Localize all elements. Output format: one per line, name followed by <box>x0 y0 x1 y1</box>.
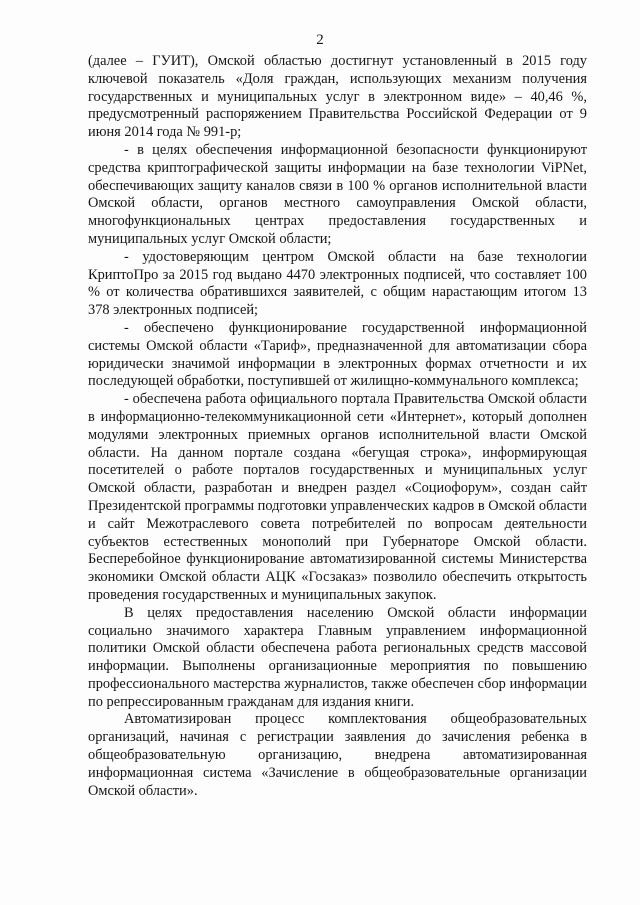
paragraph-continuation: (далее – ГУИТ), Омской областью достигнут установленный в 2015 году ключевой показатель «Доля граждан, использующих механизм получения государственных и муниципальных услуг в электронном виде» – 40,46 %, предусмотренный распоряжением Правительства Российской Федерации от 9 июня 2014 года № 991-р; <box>88 53 587 141</box>
document-body <box>88 53 587 800</box>
paragraph-information-security: - в целях обеспечения информационной безопасности функционируют средства криптографической защиты информации на базе технологии ViPNet, обеспечивающих защиту каналов связи в 100 % органов исполнительной власти Омской области, органов местного самоуправления Омской области, многофункциональных центрах предоставления государственных и муниципальных услуг Омской области; <box>88 141 587 247</box>
paragraph-tarif-system: - обеспечено функционирование государственной информационной системы Омской области «Тариф», предназначенной для автоматизации сбора юридически значимой информации в электронных формах отчетности и их последующей обработки, поступившей от жилищно-коммунального комплекса; <box>88 319 587 390</box>
paragraph-mass-media: В целях предоставления населению Омской области информации социально значимого характера Главным управлением информационной политики Омской области обеспечена работа региональных средств массовой информации. Выполнены организационные мероприятия по повышению профессионального мастерства журналистов, также обеспечен сбор информации по репрессированным гражданам для издания книги. <box>88 604 587 710</box>
page-number: 2 <box>316 32 324 48</box>
paragraph-school-enrollment: Автоматизирован процесс комплектования общеобразовательных организаций, начиная с регистрации заявления до зачисления ребенка в общеобразовательную организацию, внедрена автоматизированная информационная система «Зачисление в общеобразовательные организации Омской области». <box>88 711 587 799</box>
paragraph-official-portal: - обеспечена работа официального портала Правительства Омской области в информационно-телекоммуникационной сети «Интернет», который дополнен модулями электронных приемных органов исполнительной власти Омской области. На данном портале создана «бегущая строка», информирующая посетителей о работе порталов государственных и муниципальных услуг Омской области, разработан и внедрен раздел «Социофорум», создан сайт Президентской программы подготовки управленческих кадров в Омской области и сайт Межотраслевого совета потребителей по вопросам деятельности субъектов естественных монополий при Губернаторе Омской области. Бесперебойное функционирование автоматизированной системы Министерства экономики Омской области АЦК «Госзаказ» позволило обеспечить открытость проведения государственных и муниципальных закупок. <box>88 391 587 603</box>
paragraph-certification-center: - удостоверяющим центром Омской области на базе технологии КриптоПро за 2015 год выдано 4470 электронных подписей, что составляет 100 % от количества обратившихся заявителей, с общим нарастающим итогом 13 378 электронных подписей; <box>88 248 587 319</box>
